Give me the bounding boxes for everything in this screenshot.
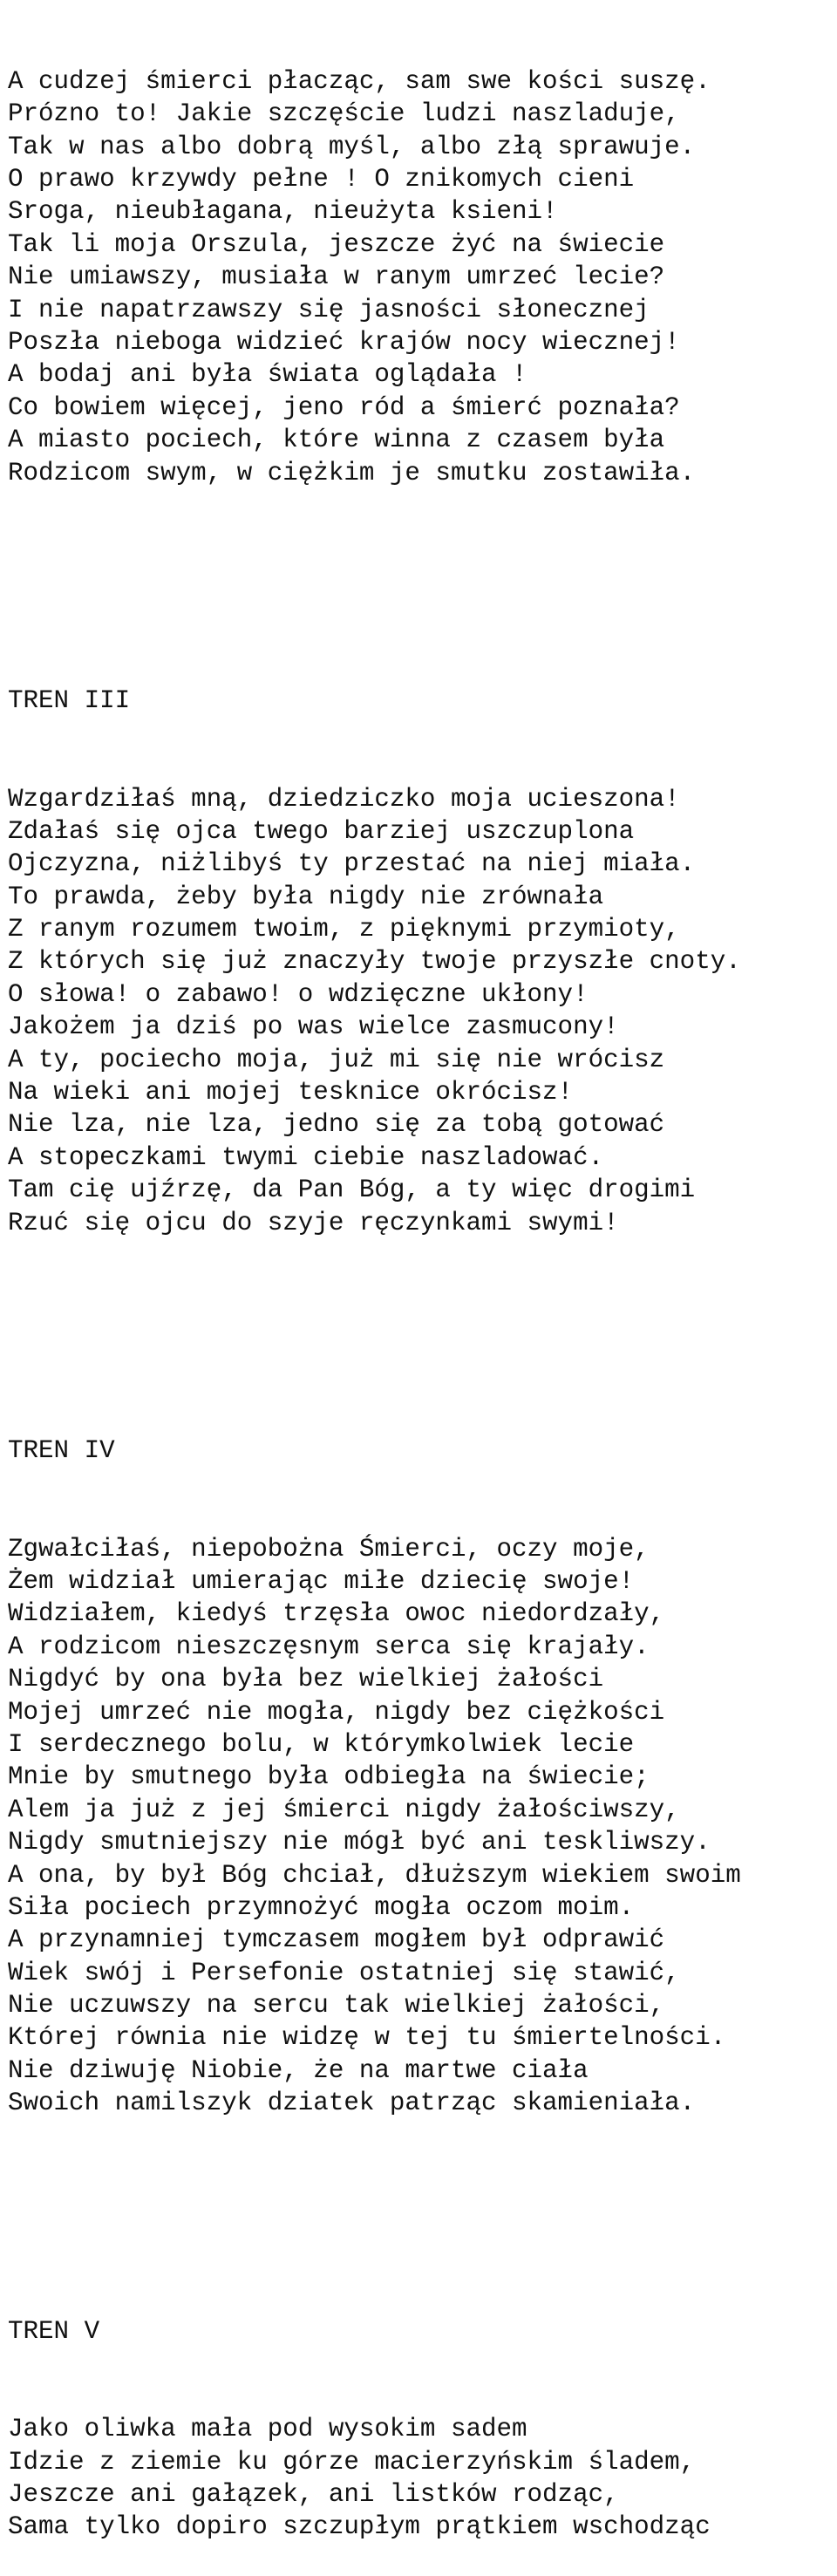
verse-line: Alem ja już z jej śmierci nigdy żałościwszy, bbox=[8, 1795, 680, 1824]
verse-line: Poszła nieboga widzieć krajów nocy wiecznej! bbox=[8, 327, 680, 357]
verse-line: Mnie by smutnego była odbiegła na świecie; bbox=[8, 1762, 650, 1792]
verse-line: Nie umiawszy, musiała w ranym umrzeć lecie? bbox=[8, 262, 665, 292]
verse-line: A stopeczkami twymi ciebie naszladować. bbox=[8, 1142, 604, 1172]
section-title: TREN IV bbox=[8, 1436, 115, 1466]
verse-line: Żem widział umierając miłe dziecię swoje! bbox=[8, 1567, 635, 1596]
verse-line: Nie dziwuję Niobie, że na martwe ciała bbox=[8, 2055, 589, 2085]
verse-line: A bodaj ani była świata oglądała ! bbox=[8, 360, 527, 390]
verse-line: I nie napatrzawszy się jasności słonecznej bbox=[8, 295, 650, 324]
verse-line: A przynamniej tymczasem mogłem był odprawić bbox=[8, 1925, 665, 1955]
verse-line: Z ranym rozumem twoim, z pięknymi przymioty, bbox=[8, 915, 680, 944]
poem-block-tren-iv bbox=[8, 1370, 832, 2120]
verse-line: A miasto pociech, które winna z czasem była bbox=[8, 426, 665, 455]
verse-line: Sroga, nieubłagana, nieużyta ksieni! bbox=[8, 197, 558, 227]
verse-line: Nigdyć by ona była bez wielkiej żałości bbox=[8, 1665, 604, 1694]
verse-line: Mojej umrzeć nie mogła, nigdy bez ciężkości bbox=[8, 1697, 665, 1727]
verse-line: Widziałem, kiedyś trzęsła owoc niedordzały, bbox=[8, 1599, 665, 1629]
verse-line: A ty, pociecho moja, już mi się nie wrócisz bbox=[8, 1045, 665, 1074]
verse-line: A cudzej śmierci płacząc, sam swe kości suszę. bbox=[8, 66, 711, 96]
verse-line: Nie lza, nie lza, jedno się za tobą gotować bbox=[8, 1110, 665, 1140]
verse-line: Swoich namilszyk dziatek patrząc skamieniała. bbox=[8, 2089, 696, 2118]
verse-line: A rodzicom nieszczęsnym serca się krajały. bbox=[8, 1632, 650, 1661]
verse-line: Na wieki ani mojej tesknice okrócisz! bbox=[8, 1078, 574, 1107]
verse-line: Nie uczuwszy na sercu tak wielkiej żałości, bbox=[8, 1991, 665, 2021]
verse-line: Sama tylko dopiro szczupłym prątkiem wschodząc bbox=[8, 2512, 711, 2542]
verse-line: A ona, by był Bóg chciał, dłuższym wiekiem swoim bbox=[8, 1860, 741, 1890]
verse-line: To prawda, żeby była nigdy nie zrównała bbox=[8, 882, 604, 911]
verse-line: Rzuć się ojcu do szyje ręczynkami swymi! bbox=[8, 1208, 619, 1237]
poem-block-tren-ii-ending bbox=[8, 65, 832, 489]
verse-line: Tak w nas albo dobrą myśl, albo złą sprawuje. bbox=[8, 132, 696, 161]
verse-line: Rodzicom swym, w ciężkim je smutku zostawiła. bbox=[8, 458, 696, 487]
verse-line: Jakożem ja dziś po was wielce zasmucony! bbox=[8, 1012, 619, 1042]
poem-block-tren-v bbox=[8, 2250, 832, 2544]
verse-line: Zgwałciłaś, niepobożna Śmierci, oczy moje, bbox=[8, 1534, 650, 1564]
verse-line: Siła pociech przymnożyć mogła oczom moim. bbox=[8, 1892, 635, 1922]
verse-line: Idzie z ziemie ku górze macierzyńskim śladem, bbox=[8, 2447, 696, 2477]
verse-line: Z których się już znaczyły twoje przyszłe cnoty. bbox=[8, 947, 741, 977]
verse-line: Nigdy smutniejszy nie mógł być ani teskliwszy. bbox=[8, 1828, 711, 1857]
verse-line: Wzgardziłaś mną, dziedziczko moja ucieszona! bbox=[8, 784, 680, 814]
poem-document bbox=[8, 0, 832, 2576]
verse-line: Prózno to! Jakie szczęście ludzi naszladuje, bbox=[8, 99, 680, 129]
section-title: TREN V bbox=[8, 2317, 100, 2347]
section-title: TREN III bbox=[8, 686, 131, 716]
verse-line: Ojczyzna, niżlibyś ty przestać na niej miała. bbox=[8, 849, 696, 879]
verse-line: I serdecznego bolu, w którymkolwiek lecie bbox=[8, 1729, 635, 1759]
verse-line: Której równia nie widzę w tej tu śmiertelności. bbox=[8, 2023, 726, 2053]
verse-line: Co bowiem więcej, jeno ród a śmierć poznała? bbox=[8, 392, 680, 422]
verse-line: Wiek swój i Persefonie ostatniej się stawić, bbox=[8, 1958, 680, 1987]
verse-line: Jako oliwka mała pod wysokim sadem bbox=[8, 2415, 527, 2444]
verse-line: Zdałaś się ojca twego barziej uszczuplona bbox=[8, 816, 635, 846]
verse-line: Jeszcze ani gałązek, ani listków rodząc, bbox=[8, 2480, 619, 2510]
verse-line: Tam cię ujźrzę, da Pan Bóg, a ty więc drogimi bbox=[8, 1176, 696, 1205]
verse-line: O słowa! o zabawo! o wdzięczne ukłony! bbox=[8, 979, 589, 1009]
poem-block-tren-iii bbox=[8, 620, 832, 1239]
verse-line: Tak li moja Orszula, jeszcze żyć na świecie bbox=[8, 229, 665, 259]
verse-line: O prawo krzywdy pełne ! O znikomych cieni bbox=[8, 164, 635, 194]
